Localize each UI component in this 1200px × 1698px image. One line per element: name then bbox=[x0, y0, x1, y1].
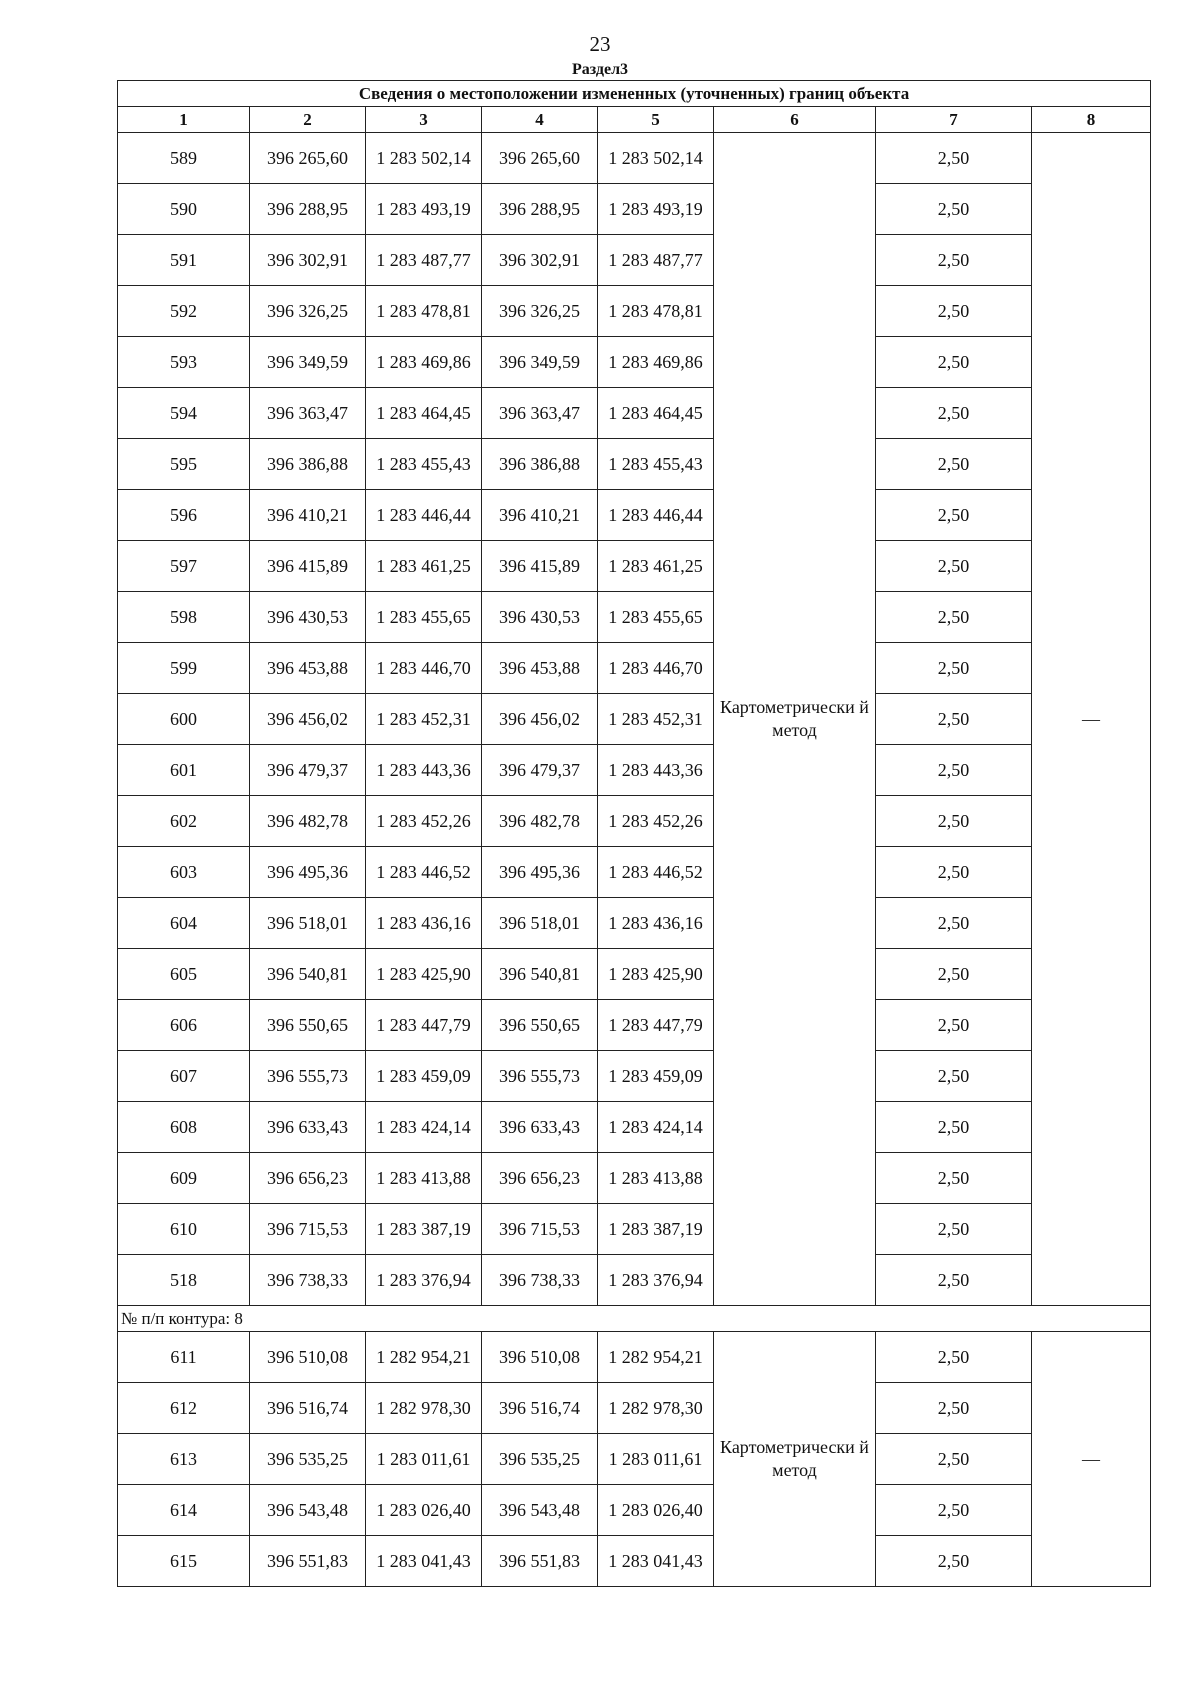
coord-y-cell: 1 283 446,44 bbox=[366, 490, 482, 541]
coord-x-cell: 396 326,25 bbox=[250, 286, 366, 337]
point-number-cell: 601 bbox=[118, 745, 250, 796]
coord-x-new-cell: 396 550,65 bbox=[482, 1000, 598, 1051]
table-row bbox=[118, 286, 1151, 337]
accuracy-cell: 2,50 bbox=[876, 694, 1032, 745]
table-row bbox=[118, 490, 1151, 541]
point-number-cell: 603 bbox=[118, 847, 250, 898]
table-row bbox=[118, 133, 1151, 184]
accuracy-cell: 2,50 bbox=[876, 1255, 1032, 1306]
coord-y-new-cell: 1 283 459,09 bbox=[598, 1051, 714, 1102]
accuracy-cell: 2,50 bbox=[876, 1485, 1032, 1536]
coord-x-cell: 396 363,47 bbox=[250, 388, 366, 439]
point-number-cell: 611 bbox=[118, 1332, 250, 1383]
table-row bbox=[118, 1536, 1151, 1587]
coord-x-cell: 396 386,88 bbox=[250, 439, 366, 490]
coord-x-new-cell: 396 555,73 bbox=[482, 1051, 598, 1102]
coord-y-cell: 1 283 011,61 bbox=[366, 1434, 482, 1485]
coord-y-new-cell: 1 283 502,14 bbox=[598, 133, 714, 184]
coord-x-new-cell: 396 482,78 bbox=[482, 796, 598, 847]
coord-y-cell: 1 283 387,19 bbox=[366, 1204, 482, 1255]
coord-x-new-cell: 396 551,83 bbox=[482, 1536, 598, 1587]
accuracy-cell: 2,50 bbox=[876, 286, 1032, 337]
column-number: 2 bbox=[250, 107, 366, 133]
contour-label-row bbox=[118, 1306, 1151, 1332]
point-number-cell: 602 bbox=[118, 796, 250, 847]
coord-y-new-cell: 1 283 464,45 bbox=[598, 388, 714, 439]
coord-y-new-cell: 1 283 425,90 bbox=[598, 949, 714, 1000]
coord-x-cell: 396 265,60 bbox=[250, 133, 366, 184]
coord-y-cell: 1 282 978,30 bbox=[366, 1383, 482, 1434]
accuracy-cell: 2,50 bbox=[876, 1204, 1032, 1255]
accuracy-cell: 2,50 bbox=[876, 439, 1032, 490]
coord-y-new-cell: 1 283 469,86 bbox=[598, 337, 714, 388]
accuracy-cell: 2,50 bbox=[876, 1051, 1032, 1102]
table-row bbox=[118, 1434, 1151, 1485]
coord-y-new-cell: 1 283 461,25 bbox=[598, 541, 714, 592]
coord-y-cell: 1 283 376,94 bbox=[366, 1255, 482, 1306]
coord-x-cell: 396 302,91 bbox=[250, 235, 366, 286]
coord-x-cell: 396 516,74 bbox=[250, 1383, 366, 1434]
table-row bbox=[118, 1051, 1151, 1102]
coord-x-cell: 396 430,53 bbox=[250, 592, 366, 643]
table-row bbox=[118, 184, 1151, 235]
column-number: 1 bbox=[118, 107, 250, 133]
accuracy-cell: 2,50 bbox=[876, 643, 1032, 694]
accuracy-cell: 2,50 bbox=[876, 1000, 1032, 1051]
coord-x-new-cell: 396 535,25 bbox=[482, 1434, 598, 1485]
table-row bbox=[118, 949, 1151, 1000]
coord-y-new-cell: 1 283 376,94 bbox=[598, 1255, 714, 1306]
section-title: Раздел3 bbox=[571, 61, 629, 78]
coord-x-cell: 396 535,25 bbox=[250, 1434, 366, 1485]
coord-x-cell: 396 715,53 bbox=[250, 1204, 366, 1255]
coord-y-new-cell: 1 283 447,79 bbox=[598, 1000, 714, 1051]
accuracy-cell: 2,50 bbox=[876, 847, 1032, 898]
point-number-cell: 590 bbox=[118, 184, 250, 235]
coord-y-new-cell: 1 283 424,14 bbox=[598, 1102, 714, 1153]
page-number: 23 bbox=[589, 32, 611, 56]
coord-x-cell: 396 518,01 bbox=[250, 898, 366, 949]
coord-y-new-cell: 1 282 954,21 bbox=[598, 1332, 714, 1383]
coord-x-new-cell: 396 288,95 bbox=[482, 184, 598, 235]
coord-x-new-cell: 396 540,81 bbox=[482, 949, 598, 1000]
coord-y-new-cell: 1 283 387,19 bbox=[598, 1204, 714, 1255]
point-number-cell: 595 bbox=[118, 439, 250, 490]
coord-x-new-cell: 396 302,91 bbox=[482, 235, 598, 286]
table-row bbox=[118, 388, 1151, 439]
coord-y-new-cell: 1 283 455,65 bbox=[598, 592, 714, 643]
column-number: 8 bbox=[1032, 107, 1151, 133]
coord-y-cell: 1 283 443,36 bbox=[366, 745, 482, 796]
coord-y-new-cell: 1 283 011,61 bbox=[598, 1434, 714, 1485]
table-row bbox=[118, 796, 1151, 847]
table-row bbox=[118, 898, 1151, 949]
coord-y-new-cell: 1 283 413,88 bbox=[598, 1153, 714, 1204]
coord-y-new-cell: 1 283 041,43 bbox=[598, 1536, 714, 1587]
point-number-cell: 614 bbox=[118, 1485, 250, 1536]
accuracy-cell: 2,50 bbox=[876, 541, 1032, 592]
coord-x-cell: 396 543,48 bbox=[250, 1485, 366, 1536]
table-row bbox=[118, 1255, 1151, 1306]
coord-y-cell: 1 282 954,21 bbox=[366, 1332, 482, 1383]
table-row bbox=[118, 643, 1151, 694]
coord-x-new-cell: 396 430,53 bbox=[482, 592, 598, 643]
table-row bbox=[118, 1485, 1151, 1536]
accuracy-cell: 2,50 bbox=[876, 490, 1032, 541]
coord-y-new-cell: 1 283 452,31 bbox=[598, 694, 714, 745]
note-cell: — bbox=[1032, 133, 1151, 1306]
point-number-cell: 597 bbox=[118, 541, 250, 592]
accuracy-cell: 2,50 bbox=[876, 1434, 1032, 1485]
coord-x-new-cell: 396 363,47 bbox=[482, 388, 598, 439]
column-number: 6 bbox=[714, 107, 876, 133]
coord-y-new-cell: 1 283 446,52 bbox=[598, 847, 714, 898]
table-row bbox=[118, 1332, 1151, 1383]
point-number-cell: 599 bbox=[118, 643, 250, 694]
point-number-cell: 607 bbox=[118, 1051, 250, 1102]
coord-x-cell: 396 738,33 bbox=[250, 1255, 366, 1306]
coord-x-new-cell: 396 265,60 bbox=[482, 133, 598, 184]
table-row bbox=[118, 1153, 1151, 1204]
coord-y-new-cell: 1 283 436,16 bbox=[598, 898, 714, 949]
coord-y-cell: 1 283 455,43 bbox=[366, 439, 482, 490]
accuracy-cell: 2,50 bbox=[876, 1536, 1032, 1587]
coord-x-new-cell: 396 518,01 bbox=[482, 898, 598, 949]
coord-x-new-cell: 396 453,88 bbox=[482, 643, 598, 694]
point-number-cell: 593 bbox=[118, 337, 250, 388]
coord-x-new-cell: 396 410,21 bbox=[482, 490, 598, 541]
coord-y-cell: 1 283 446,70 bbox=[366, 643, 482, 694]
point-number-cell: 591 bbox=[118, 235, 250, 286]
coord-x-new-cell: 396 456,02 bbox=[482, 694, 598, 745]
coord-y-cell: 1 283 424,14 bbox=[366, 1102, 482, 1153]
coord-y-cell: 1 283 452,31 bbox=[366, 694, 482, 745]
point-number-cell: 615 bbox=[118, 1536, 250, 1587]
point-number-cell: 596 bbox=[118, 490, 250, 541]
point-number-cell: 609 bbox=[118, 1153, 250, 1204]
accuracy-cell: 2,50 bbox=[876, 133, 1032, 184]
coord-x-new-cell: 396 510,08 bbox=[482, 1332, 598, 1383]
coord-x-new-cell: 396 633,43 bbox=[482, 1102, 598, 1153]
coord-x-cell: 396 550,65 bbox=[250, 1000, 366, 1051]
coord-y-new-cell: 1 283 493,19 bbox=[598, 184, 714, 235]
coord-x-cell: 396 453,88 bbox=[250, 643, 366, 694]
accuracy-cell: 2,50 bbox=[876, 1332, 1032, 1383]
coord-y-cell: 1 283 041,43 bbox=[366, 1536, 482, 1587]
accuracy-cell: 2,50 bbox=[876, 1383, 1032, 1434]
coord-y-new-cell: 1 283 452,26 bbox=[598, 796, 714, 847]
coord-y-cell: 1 283 447,79 bbox=[366, 1000, 482, 1051]
accuracy-cell: 2,50 bbox=[876, 184, 1032, 235]
point-number-cell: 589 bbox=[118, 133, 250, 184]
accuracy-cell: 2,50 bbox=[876, 745, 1032, 796]
column-number: 4 bbox=[482, 107, 598, 133]
contour-label: № п/п контура: 8 bbox=[118, 1306, 1151, 1332]
table-row bbox=[118, 1204, 1151, 1255]
coord-y-new-cell: 1 283 455,43 bbox=[598, 439, 714, 490]
coord-y-cell: 1 283 502,14 bbox=[366, 133, 482, 184]
coord-y-new-cell: 1 282 978,30 bbox=[598, 1383, 714, 1434]
coord-x-cell: 396 479,37 bbox=[250, 745, 366, 796]
coord-y-cell: 1 283 464,45 bbox=[366, 388, 482, 439]
point-number-cell: 610 bbox=[118, 1204, 250, 1255]
coord-y-cell: 1 283 446,52 bbox=[366, 847, 482, 898]
coord-x-cell: 396 415,89 bbox=[250, 541, 366, 592]
column-number: 5 bbox=[598, 107, 714, 133]
table-row bbox=[118, 541, 1151, 592]
accuracy-cell: 2,50 bbox=[876, 898, 1032, 949]
point-number-cell: 598 bbox=[118, 592, 250, 643]
coord-x-cell: 396 510,08 bbox=[250, 1332, 366, 1383]
accuracy-cell: 2,50 bbox=[876, 1102, 1032, 1153]
coord-y-new-cell: 1 283 487,77 bbox=[598, 235, 714, 286]
column-number: 7 bbox=[876, 107, 1032, 133]
coord-y-cell: 1 283 413,88 bbox=[366, 1153, 482, 1204]
coord-y-cell: 1 283 452,26 bbox=[366, 796, 482, 847]
coord-x-new-cell: 396 495,36 bbox=[482, 847, 598, 898]
coord-y-cell: 1 283 493,19 bbox=[366, 184, 482, 235]
point-number-cell: 606 bbox=[118, 1000, 250, 1051]
point-number-cell: 518 bbox=[118, 1255, 250, 1306]
coord-y-cell: 1 283 461,25 bbox=[366, 541, 482, 592]
coord-x-new-cell: 396 543,48 bbox=[482, 1485, 598, 1536]
coord-y-cell: 1 283 026,40 bbox=[366, 1485, 482, 1536]
point-number-cell: 604 bbox=[118, 898, 250, 949]
coord-y-new-cell: 1 283 478,81 bbox=[598, 286, 714, 337]
coord-x-cell: 396 495,36 bbox=[250, 847, 366, 898]
accuracy-cell: 2,50 bbox=[876, 388, 1032, 439]
point-number-cell: 594 bbox=[118, 388, 250, 439]
point-number-cell: 592 bbox=[118, 286, 250, 337]
coord-y-cell: 1 283 425,90 bbox=[366, 949, 482, 1000]
method-cell: Картометрически й метод bbox=[714, 133, 876, 1306]
table-row bbox=[118, 439, 1151, 490]
coord-x-cell: 396 555,73 bbox=[250, 1051, 366, 1102]
table-row bbox=[118, 337, 1151, 388]
table-row bbox=[118, 1102, 1151, 1153]
coord-x-new-cell: 396 415,89 bbox=[482, 541, 598, 592]
accuracy-cell: 2,50 bbox=[876, 235, 1032, 286]
table-row bbox=[118, 745, 1151, 796]
coord-x-new-cell: 396 479,37 bbox=[482, 745, 598, 796]
coord-x-cell: 396 456,02 bbox=[250, 694, 366, 745]
method-cell: Картометрически й метод bbox=[714, 1332, 876, 1587]
coord-y-new-cell: 1 283 443,36 bbox=[598, 745, 714, 796]
coord-x-new-cell: 396 715,53 bbox=[482, 1204, 598, 1255]
coord-x-new-cell: 396 516,74 bbox=[482, 1383, 598, 1434]
coord-x-new-cell: 396 326,25 bbox=[482, 286, 598, 337]
boundary-coordinates-table bbox=[117, 80, 1151, 1587]
point-number-cell: 605 bbox=[118, 949, 250, 1000]
table-caption: Сведения о местоположении измененных (уточненных) границ объекта bbox=[118, 81, 1151, 107]
coord-x-cell: 396 410,21 bbox=[250, 490, 366, 541]
coord-x-cell: 396 551,83 bbox=[250, 1536, 366, 1587]
table-row bbox=[118, 694, 1151, 745]
point-number-cell: 608 bbox=[118, 1102, 250, 1153]
accuracy-cell: 2,50 bbox=[876, 1153, 1032, 1204]
table-row bbox=[118, 1000, 1151, 1051]
point-number-cell: 613 bbox=[118, 1434, 250, 1485]
accuracy-cell: 2,50 bbox=[876, 592, 1032, 643]
accuracy-cell: 2,50 bbox=[876, 796, 1032, 847]
coord-y-new-cell: 1 283 446,44 bbox=[598, 490, 714, 541]
column-number-row bbox=[118, 107, 1151, 133]
note-cell: — bbox=[1032, 1332, 1151, 1587]
coord-x-cell: 396 656,23 bbox=[250, 1153, 366, 1204]
coord-y-new-cell: 1 283 446,70 bbox=[598, 643, 714, 694]
coord-x-cell: 396 633,43 bbox=[250, 1102, 366, 1153]
table-row bbox=[118, 592, 1151, 643]
coord-y-new-cell: 1 283 026,40 bbox=[598, 1485, 714, 1536]
table-row bbox=[118, 235, 1151, 286]
coord-y-cell: 1 283 487,77 bbox=[366, 235, 482, 286]
coord-x-new-cell: 396 738,33 bbox=[482, 1255, 598, 1306]
coord-y-cell: 1 283 469,86 bbox=[366, 337, 482, 388]
coord-x-cell: 396 540,81 bbox=[250, 949, 366, 1000]
column-number: 3 bbox=[366, 107, 482, 133]
coord-y-cell: 1 283 459,09 bbox=[366, 1051, 482, 1102]
coord-y-cell: 1 283 436,16 bbox=[366, 898, 482, 949]
point-number-cell: 600 bbox=[118, 694, 250, 745]
coord-x-new-cell: 396 349,59 bbox=[482, 337, 598, 388]
coord-x-new-cell: 396 656,23 bbox=[482, 1153, 598, 1204]
coord-x-cell: 396 288,95 bbox=[250, 184, 366, 235]
point-number-cell: 612 bbox=[118, 1383, 250, 1434]
coord-y-cell: 1 283 478,81 bbox=[366, 286, 482, 337]
accuracy-cell: 2,50 bbox=[876, 949, 1032, 1000]
table-row bbox=[118, 847, 1151, 898]
coord-x-new-cell: 396 386,88 bbox=[482, 439, 598, 490]
table-row bbox=[118, 1383, 1151, 1434]
coord-x-cell: 396 482,78 bbox=[250, 796, 366, 847]
coord-y-cell: 1 283 455,65 bbox=[366, 592, 482, 643]
accuracy-cell: 2,50 bbox=[876, 337, 1032, 388]
coord-x-cell: 396 349,59 bbox=[250, 337, 366, 388]
